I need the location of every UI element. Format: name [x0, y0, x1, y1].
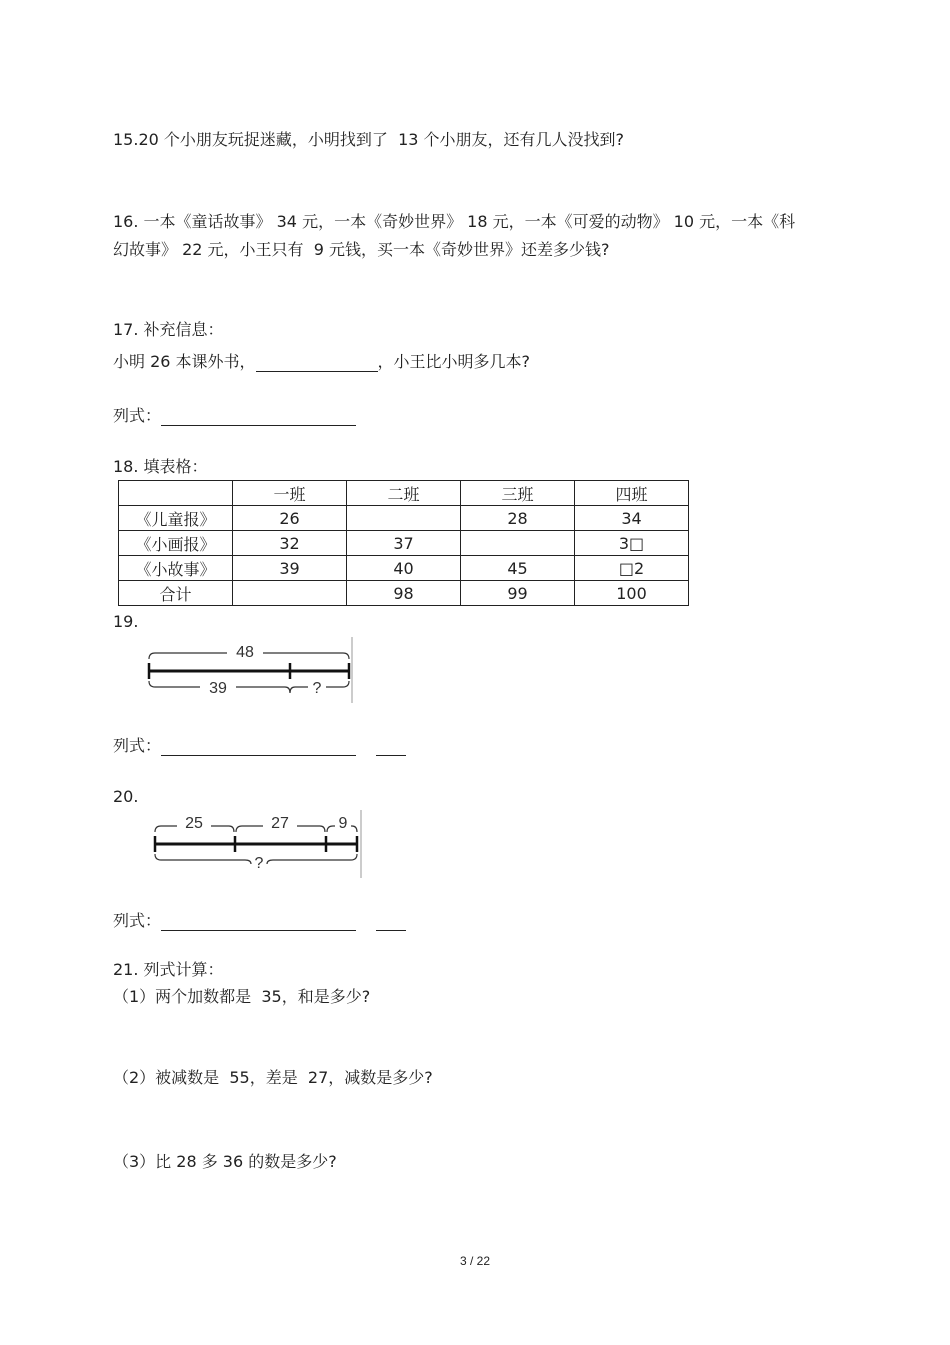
formula-label: 列式：	[113, 406, 162, 425]
question-20-title: 20.	[113, 787, 139, 806]
table-cell: 40	[347, 556, 461, 581]
question-21-title: 21. 列式计算：	[113, 960, 224, 979]
table-cell: 《小画报》	[119, 531, 233, 556]
table-header-row	[119, 481, 689, 506]
table-cell: 《小故事》	[119, 556, 233, 581]
total-label: 48	[236, 644, 254, 661]
table-row	[119, 531, 689, 556]
table-cell: 45	[461, 556, 575, 581]
segment-diagram-19	[140, 635, 360, 707]
question-16-line-1: 16. 一本《童话故事》 34 元，一本《奇妙世界》 18 元，一本《可爱的动物》 10 元，一本《科	[113, 212, 796, 231]
table-cell[interactable]	[233, 581, 347, 606]
formula-label: 列式：	[113, 736, 162, 755]
table-cell: 34	[575, 506, 689, 531]
unknown-label: ?	[254, 855, 264, 872]
part-label: 39	[209, 680, 227, 697]
question-21-part-2: （2）被减数是 55，差是 27，减数是多少?	[113, 1068, 433, 1087]
segment-diagram-20	[145, 808, 370, 880]
question-19-title: 19.	[113, 612, 139, 631]
table-row	[119, 506, 689, 531]
question-17-title: 17. 补充信息：	[113, 320, 224, 339]
unknown-label: ?	[312, 680, 322, 697]
answer-blank[interactable]	[256, 371, 378, 372]
unit-blank[interactable]	[376, 755, 406, 756]
table-cell: 98	[347, 581, 461, 606]
table-header-cell: 三班	[461, 481, 575, 506]
unit-blank[interactable]	[376, 930, 406, 931]
table-header-cell: 一班	[233, 481, 347, 506]
table-header-cell: 四班	[575, 481, 689, 506]
table-cell: 100	[575, 581, 689, 606]
question-15: 15.20 个小朋友玩捉迷藏，小明找到了 13 个小朋友，还有几人没找到?	[113, 130, 625, 149]
segment-label: 25	[185, 815, 203, 832]
page-number: 3 / 22	[459, 1254, 491, 1268]
question-21-part-3: （3）比 28 多 36 的数是多少?	[113, 1152, 337, 1171]
table-header-cell: 二班	[347, 481, 461, 506]
table-cell[interactable]	[347, 506, 461, 531]
question-16-line-2: 幻故事》 22 元，小王只有 9 元钱，买一本《奇妙世界》还差多少钱?	[113, 240, 610, 259]
question-17-prefix: 小明 26 本课外书，	[113, 352, 256, 371]
segment-label: 9	[338, 815, 348, 832]
question-20-formula	[113, 911, 406, 931]
fill-in-table	[118, 480, 689, 606]
table-cell: 3□	[575, 531, 689, 556]
table-header-cell	[119, 481, 233, 506]
table-cell: 39	[233, 556, 347, 581]
question-17-text	[113, 352, 530, 372]
table-cell: □2	[575, 556, 689, 581]
table-cell: 26	[233, 506, 347, 531]
question-18-title: 18. 填表格：	[113, 457, 208, 476]
question-19-formula	[113, 736, 406, 756]
formula-blank[interactable]	[161, 425, 356, 426]
segment-label: 27	[271, 815, 289, 832]
formula-blank[interactable]	[161, 930, 356, 931]
table-cell: 37	[347, 531, 461, 556]
table-cell: 合计	[119, 581, 233, 606]
question-17-formula	[113, 406, 356, 426]
formula-blank[interactable]	[161, 755, 356, 756]
table-cell: 《儿童报》	[119, 506, 233, 531]
table-row	[119, 556, 689, 581]
table-row	[119, 581, 689, 606]
table-cell: 99	[461, 581, 575, 606]
question-21-part-1: （1）两个加数都是 35，和是多少?	[113, 987, 371, 1006]
table-cell[interactable]	[461, 531, 575, 556]
table-cell: 28	[461, 506, 575, 531]
table-cell: 32	[233, 531, 347, 556]
formula-label: 列式：	[113, 911, 162, 930]
question-17-suffix: ，小王比小明多几本?	[377, 352, 531, 371]
